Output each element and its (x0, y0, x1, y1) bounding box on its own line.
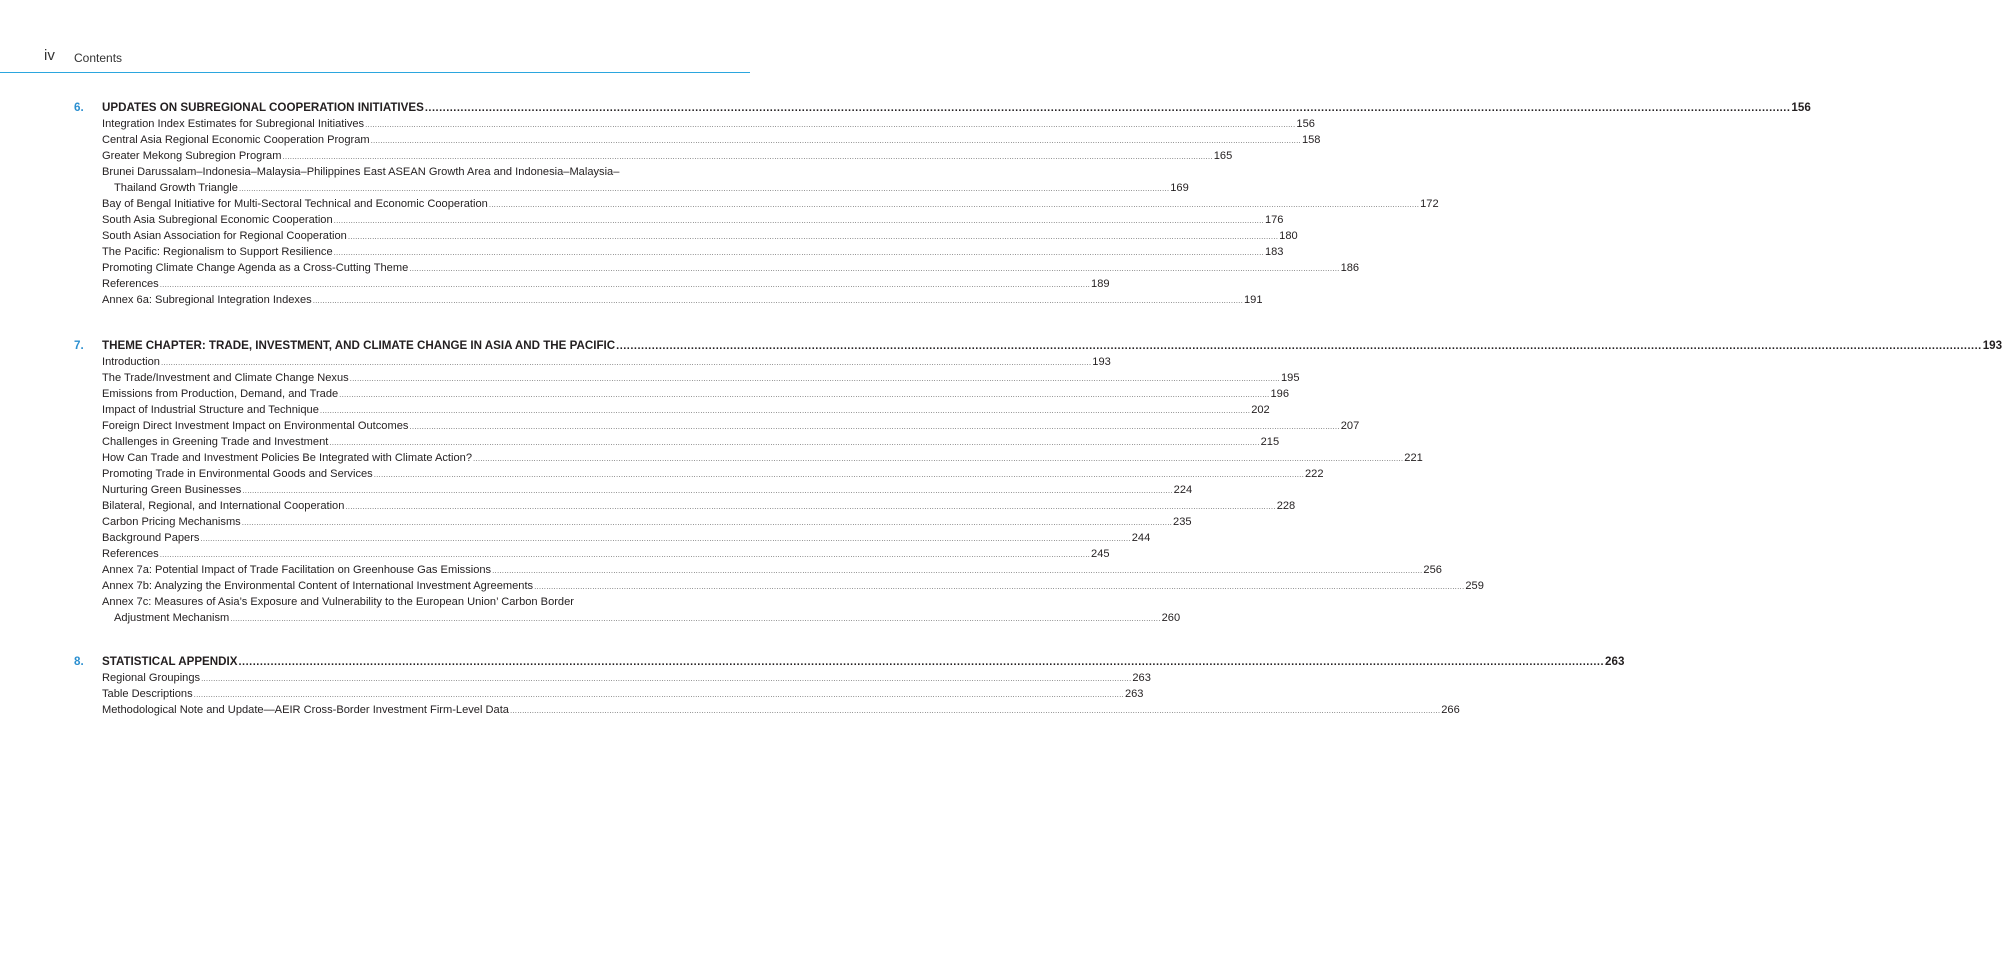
entry-title: South Asian Association for Regional Cooperation (102, 230, 347, 242)
toc-entry-multiline[interactable] (102, 164, 1189, 196)
entry-title: Annex 7b: Analyzing the Environmental Content of International Investment Agreements (102, 580, 534, 592)
toc-section-8 (74, 653, 1625, 718)
dot-leader (320, 403, 1250, 419)
entry-title: Table Descriptions (102, 688, 193, 700)
entry-title: Greater Mekong Subregion Program (102, 150, 282, 162)
toc-entry[interactable] (102, 354, 1111, 370)
entry-page: 156 (1296, 118, 1315, 130)
entry-page: 222 (1305, 468, 1324, 480)
toc-entry[interactable] (102, 276, 1110, 292)
entry-title-continued: Thailand Growth Triangle (114, 182, 238, 194)
dot-leader (242, 483, 1172, 499)
entry-list (102, 116, 1439, 308)
section-page: 193 (1982, 339, 2002, 352)
entry-title: References (102, 278, 159, 290)
dot-leader (334, 213, 1264, 229)
section-page: 263 (1605, 655, 1625, 668)
running-title: Contents (74, 51, 123, 65)
entry-title: Bay of Bengal Initiative for Multi-Sectoral Technical and Economic Cooperation (102, 198, 488, 210)
entry-page: 183 (1264, 246, 1284, 258)
toc-entry[interactable] (102, 530, 1151, 546)
toc-entry[interactable] (102, 498, 1296, 514)
entry-title: Foreign Direct Investment Impact on Environmental Outcomes (102, 420, 409, 432)
dot-leader (242, 515, 1172, 531)
entry-title: Introduction (102, 356, 160, 368)
toc-entry[interactable] (102, 402, 1270, 418)
dot-leader (348, 229, 1278, 245)
entry-page: 165 (1213, 150, 1233, 162)
dot-leader (345, 499, 1275, 515)
toc-entry[interactable] (102, 418, 1360, 434)
entry-title: Brunei Darussalam–Indonesia–Malaysia–Philippines East ASEAN Growth Area and Indonesia–Malaysia– (102, 166, 620, 178)
toc-entry[interactable] (102, 562, 1442, 578)
entry-title: Promoting Climate Change Agenda as a Cross-Cutting Theme (102, 262, 409, 274)
entry-page: 235 (1173, 516, 1192, 528)
section-page: 156 (1791, 101, 1811, 114)
entry-page: 189 (1091, 278, 1110, 290)
toc-entry[interactable] (102, 292, 1263, 308)
section-number: 6. (74, 101, 84, 114)
entry-page: 224 (1173, 484, 1193, 496)
dot-leader (510, 703, 1440, 719)
toc-entry[interactable] (102, 434, 1280, 450)
entry-page: 228 (1276, 500, 1296, 512)
toc-entry[interactable] (102, 116, 1315, 132)
entry-page: 172 (1420, 198, 1439, 210)
entry-page: 256 (1423, 564, 1442, 576)
dot-leader (374, 467, 1304, 483)
section-title: THEME CHAPTER: TRADE, INVESTMENT, AND CLIMATE CHANGE IN ASIA AND THE PACIFIC (102, 339, 616, 352)
entry-title-continued: Adjustment Mechanism (114, 612, 230, 624)
section-number: 7. (74, 339, 84, 352)
dot-leader (616, 338, 1982, 355)
entry-page: 186 (1340, 262, 1360, 274)
entry-title: Nurturing Green Businesses (102, 484, 242, 496)
entry-title: How Can Trade and Investment Policies Be Integrated with Climate Action? (102, 452, 472, 464)
entry-title: Background Papers (102, 532, 200, 544)
entry-page: 193 (1092, 356, 1111, 368)
toc-entry[interactable] (102, 514, 1192, 530)
entry-list (102, 670, 1460, 718)
toc-entry[interactable] (102, 244, 1284, 260)
entry-page: 215 (1260, 436, 1280, 448)
dot-leader (534, 579, 1464, 595)
toc-entry[interactable] (102, 670, 1151, 686)
entry-page: 263 (1132, 672, 1151, 684)
toc-entry[interactable] (102, 686, 1144, 702)
entry-title: Promoting Trade in Environmental Goods and Services (102, 468, 373, 480)
dot-leader (201, 671, 1131, 687)
toc-entry[interactable] (102, 148, 1233, 164)
section-heading[interactable] (74, 337, 2002, 354)
toc-entry[interactable] (102, 370, 1300, 386)
dot-leader (239, 181, 1169, 197)
section-number: 8. (74, 655, 84, 668)
entry-page: 191 (1244, 294, 1263, 306)
entry-title: The Pacific: Regionalism to Support Resilience (102, 246, 333, 258)
entry-title: South Asia Subregional Economic Cooperation (102, 214, 333, 226)
entry-title: Integration Index Estimates for Subregional Initiatives (102, 118, 365, 130)
entry-title: Annex 7a: Potential Impact of Trade Facilitation on Greenhouse Gas Emissions (102, 564, 492, 576)
toc-entry[interactable] (102, 386, 1289, 402)
toc-entry[interactable] (102, 212, 1284, 228)
entry-title: Carbon Pricing Mechanisms (102, 516, 241, 528)
dot-leader (371, 133, 1301, 149)
dot-leader (425, 100, 1791, 117)
entry-page: 180 (1279, 230, 1298, 242)
dot-leader (334, 245, 1264, 261)
entry-title: Annex 6a: Subregional Integration Indexes (102, 294, 312, 306)
entry-page: 263 (1124, 688, 1144, 700)
dot-leader (160, 277, 1090, 293)
toc-entry-multiline[interactable] (102, 594, 1181, 626)
entry-page: 207 (1340, 420, 1360, 432)
toc-entry[interactable] (102, 702, 1460, 718)
dot-leader (200, 531, 1130, 547)
entry-page: 196 (1270, 388, 1289, 400)
entry-title: Bilateral, Regional, and International Cooperation (102, 500, 345, 512)
entry-page: 260 (1161, 612, 1181, 624)
toc-entry[interactable] (102, 578, 1484, 594)
dot-leader (409, 261, 1339, 277)
dot-leader (194, 687, 1124, 703)
entry-page: 245 (1091, 548, 1110, 560)
entry-title: Emissions from Production, Demand, and Trade (102, 388, 339, 400)
entry-page: 259 (1465, 580, 1484, 592)
entry-list (102, 354, 1484, 626)
dot-leader (329, 435, 1259, 451)
toc-entry[interactable] (102, 482, 1193, 498)
page-number: iv (44, 47, 55, 64)
section-title: STATISTICAL APPENDIX (102, 655, 238, 668)
entry-page: 221 (1404, 452, 1423, 464)
section-title: UPDATES ON SUBREGIONAL COOPERATION INITIATIVES (102, 101, 424, 114)
entry-page: 202 (1251, 404, 1270, 416)
entry-title: Regional Groupings (102, 672, 201, 684)
section-heading[interactable] (74, 99, 1811, 116)
entry-title: Challenges in Greening Trade and Investment (102, 436, 329, 448)
entry-title: References (102, 548, 159, 560)
dot-leader (409, 419, 1339, 435)
toc-entry[interactable] (102, 466, 1324, 482)
dot-leader (339, 387, 1269, 403)
dot-leader (313, 293, 1243, 309)
dot-leader (489, 197, 1419, 213)
toc-section-7 (74, 337, 2002, 626)
toc-entry[interactable] (102, 260, 1360, 276)
entry-page: 176 (1264, 214, 1284, 226)
page-header (0, 0, 750, 74)
dot-leader (238, 654, 1604, 671)
entry-page: 169 (1170, 182, 1189, 194)
dot-leader (365, 117, 1295, 133)
entry-title: Annex 7c: Measures of Asia’s Exposure and Vulnerability to the European Union’ Carbon Border (102, 596, 574, 608)
header-rule (0, 72, 750, 73)
toc-entry[interactable] (102, 196, 1439, 212)
entry-page: 158 (1301, 134, 1321, 146)
toc-entry[interactable] (102, 228, 1298, 244)
section-heading[interactable] (74, 653, 1625, 670)
entry-title: Methodological Note and Update—AEIR Cross-Border Investment Firm-Level Data (102, 704, 509, 716)
dot-leader (473, 451, 1403, 467)
toc-section-6 (74, 99, 1811, 308)
dot-leader (161, 355, 1091, 371)
dot-leader (492, 563, 1422, 579)
dot-leader (350, 371, 1280, 387)
entry-title: Central Asia Regional Economic Cooperation Program (102, 134, 370, 146)
toc-entry[interactable] (102, 132, 1321, 148)
dot-leader (160, 547, 1090, 563)
entry-page: 266 (1441, 704, 1460, 716)
toc-entry[interactable] (102, 450, 1423, 466)
toc-entry[interactable] (102, 546, 1110, 562)
entry-title: Impact of Industrial Structure and Technique (102, 404, 319, 416)
entry-title: The Trade/Investment and Climate Change Nexus (102, 372, 349, 384)
dot-leader (282, 149, 1212, 165)
entry-page: 244 (1131, 532, 1151, 544)
dot-leader (230, 611, 1160, 627)
entry-page: 195 (1280, 372, 1300, 384)
